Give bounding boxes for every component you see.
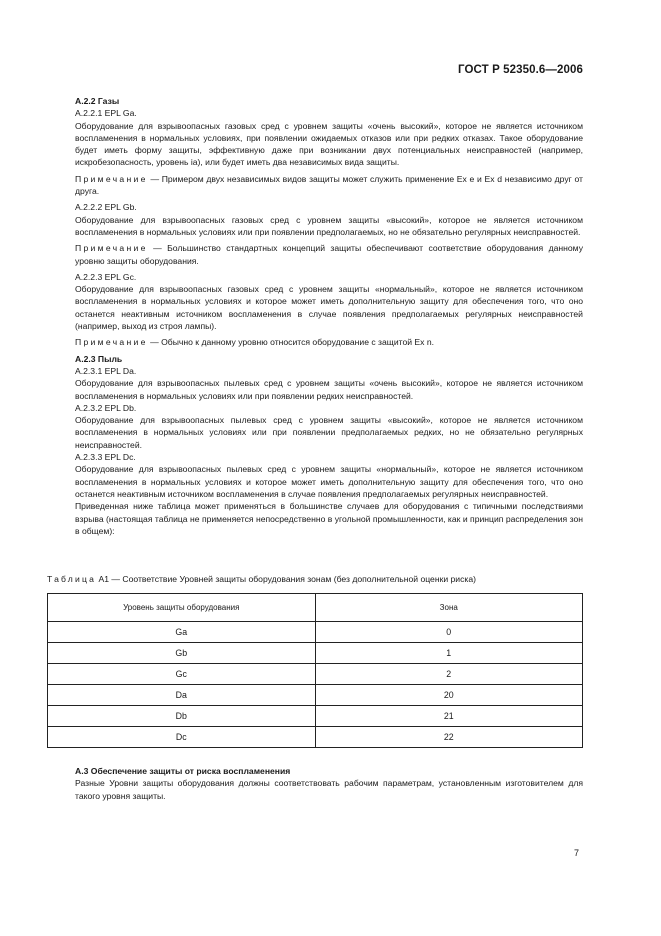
table-header-row [48,594,583,622]
clause-text: Оборудование для взрывоопасных газовых сред с уровнем защиты «нормальный», которое не является источником воспламенения в нормальных условиях и которое может иметь дополнительную защиту для обеспечения того, что оно останется неактивным источником воспламенения в случае появления предполагаемых регулярных неисправностей (например, выход из строя лампы). [75,284,583,332]
note-label: Примечание [75,243,148,254]
table-cell: 22 [315,727,583,748]
section-title-dust: А.2.3 Пыль [75,353,123,364]
table-caption-label: Таблица [47,574,97,584]
section-title-a3: А.3 Обеспечение защиты от риска воспламенения [75,766,291,776]
table-cell: 20 [315,685,583,706]
note-text: — Большинство стандартных концепций защиты обеспечивают соответствие оборудования данному уровню защиты оборудования. [75,243,583,266]
table-caption-text: А1 — Соответствие Уровней защиты оборудования зонам (без дополнительной оценки риска) [96,574,476,584]
clause-label: А.2.3.2 EPL Db. [75,402,137,413]
main-text [75,95,583,537]
table-cell: 2 [315,664,583,685]
table-cell: Da [48,685,316,706]
clause-label: А.2.2.2 EPL Gb. [75,202,137,213]
table-cell: 21 [315,706,583,727]
table-row [48,727,583,748]
note-label: Примечание [75,337,148,348]
table-cell: Gc [48,664,316,685]
note [75,336,583,348]
column-header: Зона [315,594,583,622]
table-cell: Dc [48,727,316,748]
table-caption [47,573,587,585]
clause-label: А.2.2.1 EPL Ga. [75,108,137,119]
table-row [48,643,583,664]
clause-label: А.2.2.3 EPL Gc. [75,271,137,282]
section-a3 [75,765,583,802]
clause-label: А.2.3.1 EPL Da. [75,365,137,376]
note-text: — Примером двух независимых видов защиты может служить применение Ex e и Ex d независимо друг от друга. [75,173,583,197]
section-title-gases: А.2.2 Газы [75,96,120,106]
clause-text: Оборудование для взрывоопасных пылевых сред с уровнем защиты «очень высокий», которое не является источником воспламенения в нормальных условиях или при появлении редких неисправностей. [75,378,583,401]
table-cell: Db [48,706,316,727]
table-row [48,706,583,727]
page-number: 7 [574,848,580,858]
note-text: — Обычно к данному уровню относится оборудование с защитой Ex n. [147,337,435,348]
table-row [48,685,583,706]
clause-label: А.2.3.3 EPL Dc. [75,452,136,463]
table-cell: 1 [315,643,583,664]
note [75,173,583,198]
note [75,242,583,267]
table-cell: 0 [315,622,583,643]
document-code: ГОСТ Р 52350.6—2006 [458,64,583,76]
table-row [48,664,583,685]
table-intro-text: Приведенная ниже таблица может применяться в большинстве случаев для оборудования с типичными последствиями взрыва (настоящая таблица не применяется непосредственно в угольной промышленности, как и принцип распределения зон в общем): [75,501,583,536]
clause-text: Оборудование для взрывоопасных пылевых сред с уровнем защиты «высокий», которое не является источником воспламенения в нормальных условиях или при появлении предполагаемых редких, но не обязательно регулярных неисправностей. [75,415,583,450]
zone-table [47,593,583,748]
clause-text: Оборудование для взрывоопасных пылевых сред с уровнем защиты «нормальный», которое не является источником воспламенения в нормальных условиях и которое может иметь дополнительную защиту для обеспечения того, что оно останется неактивным источником воспламенения в случае появления предполагаемых регулярных неисправностей. [75,464,583,499]
clause-text: Оборудование для взрывоопасных газовых сред с уровнем защиты «высокий», которое не является источником воспламенения в нормальных условиях или при появлении предполагаемых, но не обязательно регулярных неисправностей. [75,214,583,237]
table-cell: Gb [48,643,316,664]
clause-text: Оборудование для взрывоопасных газовых сред с уровнем защиты «очень высокий», которое не является источником воспламенения в нормальных условиях, при появлении ожидаемых отказов или при редких отказах. Такое оборудование будет иметь форму защиты, эффективную даже при возникании двух потенциальных неисправностей (например, искробезопасность, уровень ia), или будет иметь два независимых вида защиты. [75,120,583,168]
note-label: Примечание [75,173,148,184]
table-row [48,622,583,643]
table-cell: Ga [48,622,316,643]
section-a3-text: Разные Уровни защиты оборудования должны соответствовать рабочим параметрам, установленным изготовителем для такого уровня защиты. [75,778,583,801]
column-header: Уровень защиты оборудования [48,594,316,622]
